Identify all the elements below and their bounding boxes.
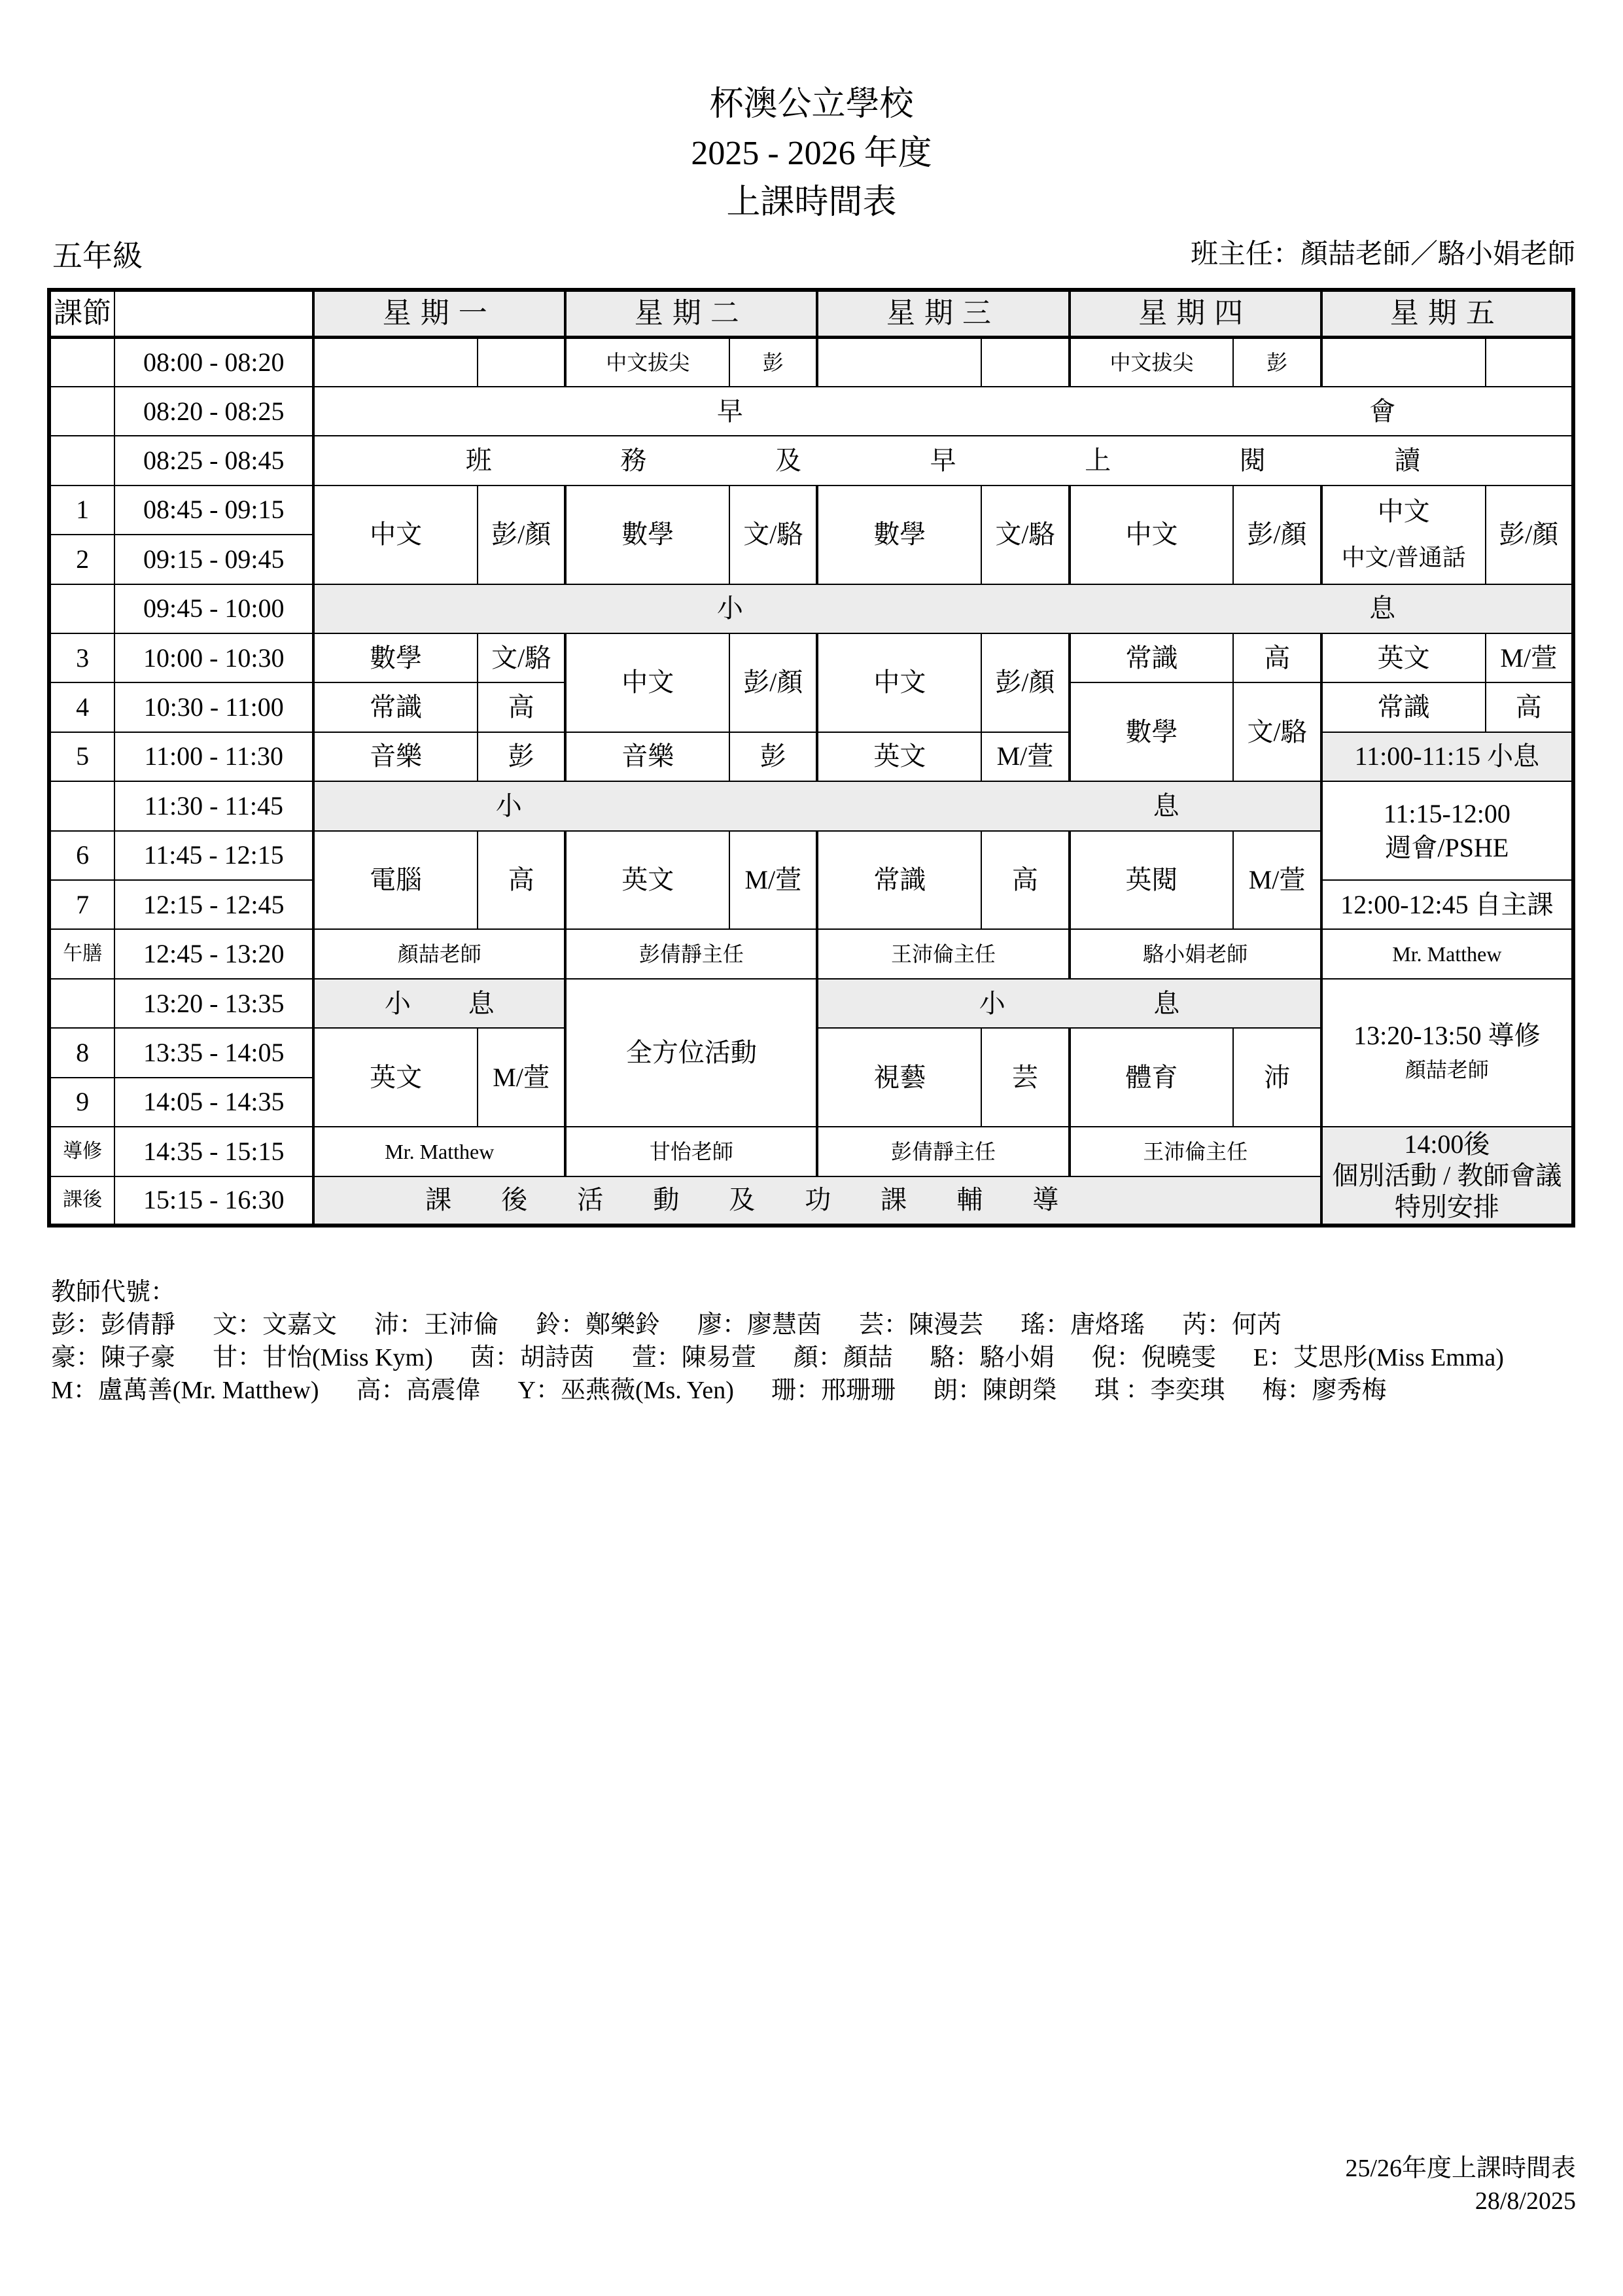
cell-tue-teacher: 彭/顏 [729,633,817,732]
cell-fri-recess: 11:00-11:15 小息 [1321,732,1573,781]
grade-label: 五年級 [52,239,143,273]
time-slot: 09:15 - 09:45 [114,535,313,584]
cell-fri: 英文 [1321,633,1486,682]
cell-mon: 音樂 [313,732,478,781]
char: 課 [425,1185,452,1215]
char: 輔 [956,1185,983,1215]
char: 會 [1369,396,1396,426]
class-teacher: 班主任：顏喆老師／駱小娟老師 [1190,239,1575,270]
time-slot: 08:25 - 08:45 [114,436,313,485]
time-slot: 10:30 - 11:00 [114,682,313,732]
lesson-no: 6 [49,831,114,880]
time-slot: 09:45 - 10:00 [114,584,313,633]
cell-mon-teacher: M/萱 [478,1028,565,1127]
time-slot: 08:45 - 09:15 [114,486,313,535]
lesson-no: 5 [49,732,114,781]
time-slot: 11:00 - 11:30 [114,732,313,781]
cell-fri-after [1321,1127,1573,1226]
lunch-tue: 彭倩靜主任 [565,929,817,978]
cell-fri [1321,486,1486,584]
char: 班 [465,445,492,475]
char: 導 [1032,1185,1059,1215]
cell-wed: 常識 [817,831,981,930]
cell-wed: 英文 [817,732,981,781]
cell-thu: 中文 [1070,486,1234,584]
cell-tue: 中文 [565,633,729,732]
header-time [114,290,313,337]
cell-mon: 電腦 [313,831,478,930]
time-slot: 11:30 - 11:45 [114,781,313,830]
subject: 中文 [1377,497,1430,527]
cell-tue-teacher: M/萱 [729,831,817,930]
cell-thu: 中文拔尖 [1070,337,1234,386]
cell-tue: 數學 [565,486,729,584]
time-slot: 15:15 - 16:30 [114,1176,313,1226]
cell-mon-teacher: 文/駱 [478,633,565,682]
cell-thu: 常識 [1070,633,1234,682]
lesson-label: 課後 [49,1176,114,1226]
cell-tue: 音樂 [565,732,729,781]
time-slot: 08:20 - 08:25 [114,387,313,436]
recess-wed-thu [817,979,1321,1028]
tutorial-mon: Mr. Matthew [313,1127,565,1176]
lesson-no [49,979,114,1028]
tutorial-thu: 王沛倫主任 [1070,1127,1321,1176]
time-slot: 14:05 - 14:35 [114,1078,313,1127]
lesson-no: 7 [49,880,114,929]
time-slot: 10:00 - 10:30 [114,633,313,682]
cell-wed: 數學 [817,486,981,584]
char: 早 [930,445,956,475]
time-slot: 08:00 - 08:20 [114,337,313,386]
tutorial-tue: 甘怡老師 [565,1127,817,1176]
header-monday: 星期一 [313,290,565,337]
char: 息 [468,988,495,1018]
lesson-no: 3 [49,633,114,682]
cell-tue: 中文拔尖 [565,337,729,386]
cell-fri: 常識 [1321,682,1486,732]
cell-thu: 數學 [1070,682,1234,781]
time-slot: 13:35 - 14:05 [114,1028,313,1077]
recess [313,584,1573,633]
lesson-no [49,337,114,386]
lesson-no: 2 [49,535,114,584]
footer-date: 28/8/2025 [1475,2187,1576,2215]
lesson-no [49,781,114,830]
morning-assembly [313,387,1573,436]
cell-mon-teacher [478,337,565,386]
cell-thu-teacher: 彭/顏 [1233,486,1321,584]
cell-wed: 視藝 [817,1028,981,1127]
cell-mon: 英文 [313,1028,478,1127]
cell-mon-teacher: 彭/顏 [478,486,565,584]
document-title: 上課時間表 [726,184,897,221]
lunch-wed: 王沛倫主任 [817,929,1069,978]
tutorial-wed: 彭倩靜主任 [817,1127,1069,1176]
cell-mon [313,337,478,386]
legend-line: M：盧萬善(Mr. Matthew) 高：高震偉 Y：巫燕薇(Ms. Yen) 珊：邢珊珊 朗：陳朗榮 琪 ：李奕琪 梅：廖秀梅 [51,1377,1387,1404]
lesson-no: 8 [49,1028,114,1077]
cell-thu-teacher: 彭 [1233,337,1321,386]
tutorial-teacher: 顏喆老師 [1405,1058,1489,1082]
char: 及 [729,1185,756,1215]
char: 課 [881,1185,907,1215]
cell-thu: 英閱 [1070,831,1234,930]
time-slot: 13:20 - 13:35 [114,979,313,1028]
tutorial-time: 13:20-13:50 導修 [1353,1021,1541,1050]
time-slot: 14:35 - 15:15 [114,1127,313,1176]
assembly-time: 11:15-12:00 [1383,798,1510,828]
cell-mon: 常識 [313,682,478,732]
cell-wed-teacher [981,337,1069,386]
lunch-mon: 顏喆老師 [313,929,565,978]
lesson-label: 導修 [49,1127,114,1176]
subject-sub: 中文/普通話 [1341,544,1466,571]
cell-tue-teacher: 彭 [729,732,817,781]
char: 小 [495,790,522,821]
cell-fri-tutorial [1321,979,1573,1127]
lesson-label: 午膳 [49,929,114,978]
char: 活 [577,1185,604,1215]
lesson-no [49,584,114,633]
cell-tue-teacher: 彭 [729,337,817,386]
time-slot: 12:15 - 12:45 [114,880,313,929]
header-tuesday: 星期二 [565,290,817,337]
char: 功 [805,1185,831,1215]
timetable [47,288,1575,1227]
char: 務 [620,445,647,475]
cell-wed-teacher: 芸 [981,1028,1069,1127]
char: 小 [979,988,1005,1018]
cell-fri [1321,337,1486,386]
after-school-tutoring [313,1176,1321,1226]
cell-mon-teacher: 高 [478,831,565,930]
class-affairs-reading [313,436,1573,485]
school-year: 2025 - 2026 年度 [691,135,932,172]
char: 息 [1153,790,1179,821]
cell-mon: 中文 [313,486,478,584]
cell-fri-selfstudy: 12:00-12:45 自主課 [1321,880,1573,929]
legend-line: 彭：彭倩靜 文：文嘉文 沛：王沛倫 鈴：鄭樂鈴 廖：廖慧茵 芸：陳漫芸 瑤：唐烙瑤 芮：何芮 [51,1311,1282,1339]
cell-tue-activity: 全方位活動 [565,979,817,1127]
cell-fri-teacher: 彭/顏 [1486,486,1573,584]
char: 早 [716,396,743,426]
cell-fri-teacher: 高 [1486,682,1573,732]
char: 上 [1085,445,1111,475]
cell-fri-teacher [1486,337,1573,386]
lesson-no [49,436,114,485]
char: 息 [1369,593,1396,624]
lesson-no: 4 [49,682,114,732]
cell-thu-teacher: 沛 [1233,1028,1321,1127]
cell-wed-teacher: M/萱 [981,732,1069,781]
header-lesson: 課節 [49,290,114,337]
cell-wed-teacher: 高 [981,831,1069,930]
lesson-no: 9 [49,1078,114,1127]
cell-thu-teacher: 文/駱 [1233,682,1321,781]
char: 後 [501,1185,528,1215]
cell-fri-teacher: M/萱 [1486,633,1573,682]
char: 及 [775,445,801,475]
time-slot: 12:45 - 13:20 [114,929,313,978]
legend-line: 豪：陳子豪 甘：甘怡(Miss Kym) 茵：胡詩茵 萱：陳易萱 顏：顏喆 駱：駱小娟 倪：倪曉雯 E：艾思彤(Miss Emma) [51,1344,1504,1371]
cell-tue-teacher: 文/駱 [729,486,817,584]
char: 讀 [1394,445,1421,475]
legend-title: 教師代號： [51,1279,176,1306]
header-thursday: 星期四 [1070,290,1321,337]
cell-fri-assembly [1321,781,1573,880]
cell-wed-teacher: 彭/顏 [981,633,1069,732]
cell-mon-teacher: 彭 [478,732,565,781]
assembly-label: 週會/PSHE [1385,832,1509,862]
header-friday: 星期五 [1321,290,1573,337]
char: 小 [716,593,743,624]
after-activity: 個別活動 / 教師會議 [1332,1160,1562,1190]
recess-mon [313,979,565,1028]
cell-tue: 英文 [565,831,729,930]
lesson-no [49,387,114,436]
cell-mon: 數學 [313,633,478,682]
cell-thu-teacher: M/萱 [1233,831,1321,930]
footer-doc-name: 25/26年度上課時間表 [1345,2155,1576,2182]
time-slot: 11:45 - 12:15 [114,831,313,880]
char: 小 [384,988,411,1018]
cell-mon-teacher: 高 [478,682,565,732]
school-name: 杯澳公立學校 [709,86,914,123]
cell-wed-teacher: 文/駱 [981,486,1069,584]
cell-wed [817,337,981,386]
cell-thu-teacher: 高 [1233,633,1321,682]
after-time: 14:00後 [1404,1129,1490,1159]
after-special: 特別安排 [1394,1192,1499,1222]
lunch-thu: 駱小娟老師 [1070,929,1321,978]
lunch-fri: Mr. Matthew [1321,929,1573,978]
cell-wed: 中文 [817,633,981,732]
lesson-no: 1 [49,486,114,535]
char: 閱 [1239,445,1266,475]
recess [313,781,1321,830]
cell-thu: 體育 [1070,1028,1234,1127]
char: 動 [653,1185,680,1215]
header-wednesday: 星期三 [817,290,1069,337]
char: 息 [1153,988,1180,1018]
